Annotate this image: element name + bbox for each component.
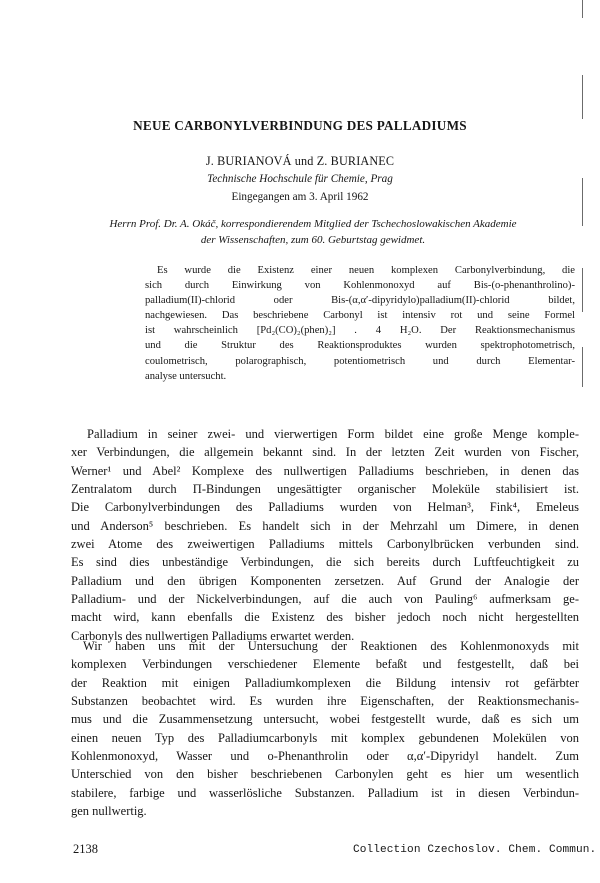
scan-edge-line <box>582 75 583 119</box>
dedication-line: der Wissenschaften, zum 60. Geburtstag gewidmet. <box>200 234 426 246</box>
abstract-line: sich durch Einwirkung von Kohlenmonoxyd auf Bis-(o-phenanthrolino)- <box>145 280 575 292</box>
paragraph-1 <box>71 425 579 645</box>
abstract-line: Es wurde die Existenz einer neuen komplexen Carbonylverbindung, die <box>157 265 575 276</box>
abstract-line: und die Struktur des Reaktionsproduktes wurden spektrophotometrisch, <box>145 340 575 352</box>
body-line: und Anderson⁵ beschrieben. Es handelt sich in der Mehrzahl um Dimere, in denen <box>71 518 579 533</box>
body-line: Wir haben uns mit der Untersuchung der Reaktionen des Kohlenmonoxyds mit <box>83 639 579 653</box>
abstract-line: ist wahrscheinlich [Pd₂(CO)₂(phen)₂] . 4 H₂O. Der Reaktionsmechanismus <box>145 325 575 337</box>
authors: J. BURIANOVÁ und Z. BURIANEC <box>205 154 395 168</box>
body-line: Carbonyls des nullwertigen Palladiums erwartet werden. <box>71 628 355 643</box>
abstract-line: nachgewiesen. Das beschriebene Carbonyl ist intensiv rot und seine Formel <box>145 310 575 322</box>
body-line: zwei Atome des zweiwertigen Palladiums mittels Carbonylbrücken verbunden sind. <box>71 537 579 552</box>
body-line: Die Carbonylverbindungen des Palladiums wurden von Helman³, Fink⁴, Emeleus <box>71 500 579 515</box>
body-line: Kohlenmonoxyd, Wasser und o-Phenanthrolin oder α,α′-Dipyridyl handelt. Zum <box>71 749 579 764</box>
body-line: Zentralatom durch Π-Bindungen ungesättigter organischer Moleküle stabilisiert ist. <box>71 482 579 497</box>
page-number: 2138 <box>73 842 98 856</box>
scan-edge-line <box>582 0 583 18</box>
abstract-line: palladium(II)-chlorid oder Bis-(α,α′-dipyridylo)palladium(II)-chlorid bildet, <box>145 295 575 307</box>
abstract-line: coulometrisch, polarographisch, potentiometrisch und durch Elementar- <box>145 355 575 367</box>
body-line: macht wird, kann ebenfalls die Existenz des bisher jedoch noch nicht hergestellten <box>71 610 579 625</box>
body-line: xer Verbindungen, die allgemein bekannt sind. In der letzten Zeit wurden von Fischer, <box>71 445 579 460</box>
scan-edge-line <box>582 268 583 312</box>
body-line: stabilere, farbige und wasserlösliche Substanzen. Palladium ist in diesen Verbindun- <box>71 785 579 800</box>
body-line: gen nullwertig. <box>71 804 147 819</box>
body-line: Werner¹ und Abel² Komplexe des nullwertigen Palladiums beschrieben, in denen das <box>71 463 579 478</box>
abstract-line: analyse untersucht. <box>145 370 227 382</box>
body-line: einen neuen Typ des Palladiumcarbonyls mit komplex gebundenen Molekülen von <box>71 730 579 745</box>
body-line: Unterschied von den bisher beschriebenen Carbonylen geht es hier um wesentlich <box>71 767 579 782</box>
scan-edge-line <box>582 347 583 387</box>
paper-title: NEUE CARBONYLVERBINDUNG DES PALLADIUMS <box>133 118 467 133</box>
body-line: Palladium und den übrigen Komponenten zersetzen. Auf Grund der Analogie der <box>71 573 579 588</box>
body-line: Es sind dies unbeständige Verbindungen, die sich bereits durch Luftfeuchtigkeit zu <box>71 555 579 570</box>
body-line: Palladium in seiner zwei- und vierwertigen Form bildet eine große Menge komple- <box>87 427 579 441</box>
body-line: Substanzen beobachtet wird. Es wurden ihre Eigenschaften, der Reaktionsmechanis- <box>71 694 579 709</box>
affiliation: Technische Hochschule für Chemie, Prag <box>207 173 393 185</box>
body-line: komplexen Verbindungen verschiedener Elemente befaßt und festgestellt, daß bei <box>71 657 579 672</box>
body-line: Palladium- und der Nickelverbindungen, auf die auch von Pauling⁶ aufmerksam ge- <box>71 592 579 607</box>
abstract <box>145 263 575 384</box>
body-line: mus und die Zusammensetzung untersucht, wobei festgestellt wurde, daß es sich um <box>71 712 579 727</box>
received-date: Eingegangen am 3. April 1962 <box>231 191 369 203</box>
dedication-line: Herrn Prof. Dr. A. Okáč, korrespondierendem Mitglied der Tschechoslowakischen Akademie <box>109 218 517 230</box>
journal-name: Collection Czechoslov. Chem. Commun. <box>353 844 597 856</box>
dedication <box>48 216 578 248</box>
paragraph-2 <box>71 637 579 820</box>
body-line: der Reaktion mit einigen Palladiumkomplexen die Bildung intensiv rot gefärbter <box>71 675 579 690</box>
